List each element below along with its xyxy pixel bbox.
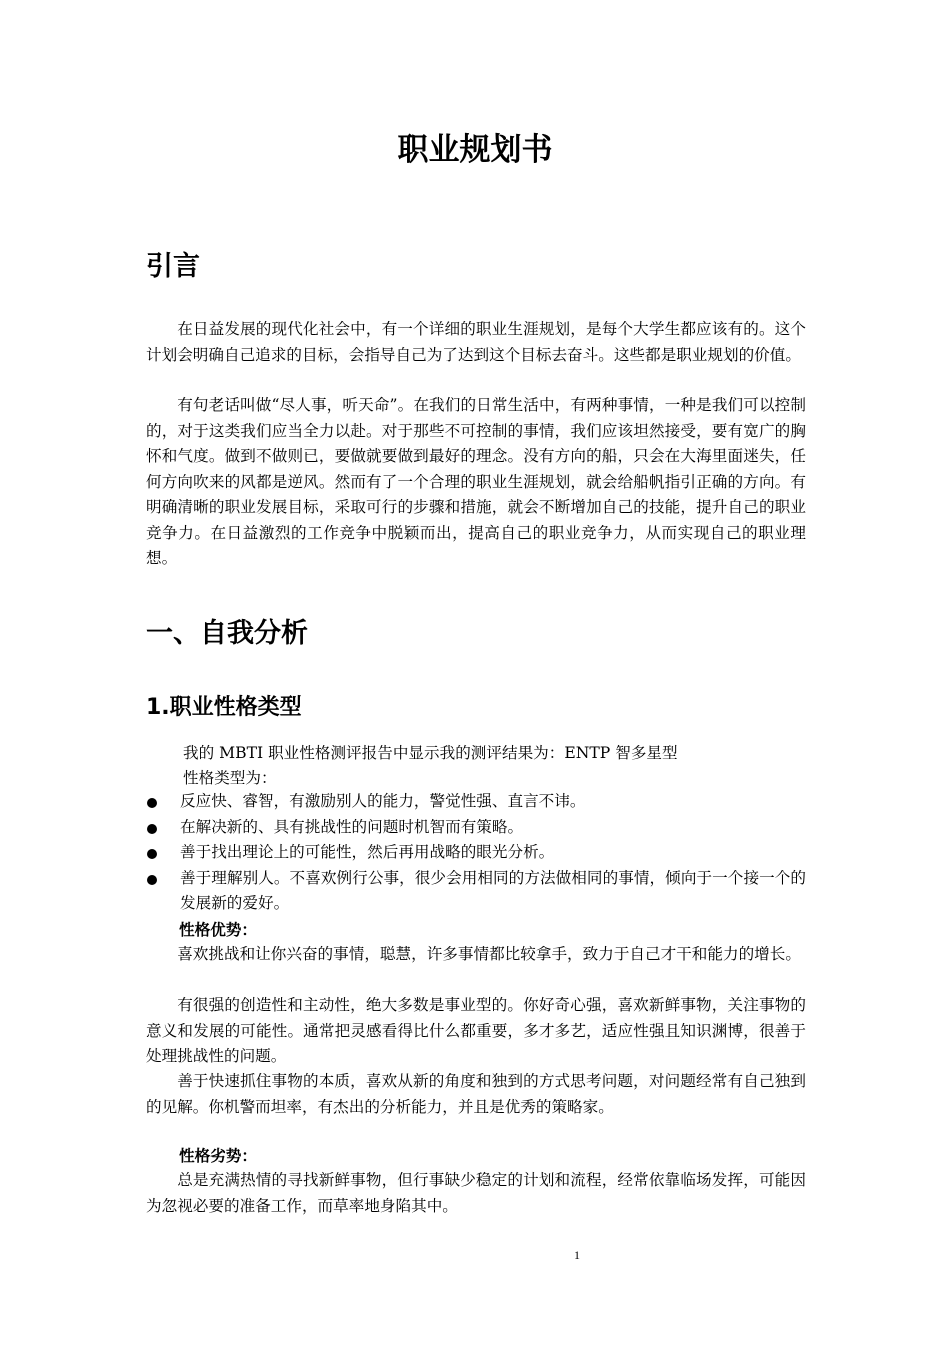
bullet-icon [147,849,157,859]
list-item [146,815,806,841]
strength-paragraph-3: 善于快速抓住事物的本质，喜欢从新的角度和独到的方式思考问题，对问题经常有自己独到的见解。你机警而坦率，有杰出的分析能力，并且是优秀的策略家。 [146,1072,806,1116]
personality-type-label: 性格类型为： [183,769,277,787]
bullet-text: 反应快、睿智，有激励别人的能力，警觉性强、直言不讳。 [180,792,586,810]
weaknesses-label: 性格劣势： [179,1146,257,1165]
strengths-label: 性格优势： [179,920,257,939]
page-number: 1 [574,1248,580,1262]
subsection-heading-personality-type: 1.职业性格类型 [146,695,302,720]
bullet-icon [147,875,157,885]
intro-paragraph-2: 有句老话叫做“尽人事，听天命”。在我们的日常生活中，有两种事情，一种是我们可以控制的，对于这类我们应当全力以赴。对于那些不可控制的事情，我们应该坦然接受，要有宽广的胸怀和气度。做到不做则已，要做就要做到最好的理念。没有方向的船，只会在大海里面迷失，任何方向吹来的风都是逆风。然而有了一个合理的职业生涯规划，就会给船帆指引正确的方向。有明确清晰的职业发展目标，采取可行的步骤和措施，就会不断增加自己的技能，提升自己的职业竞争力。在日益激烈的工作竞争中脱颖而出，提高自己的职业竞争力，从而实现自己的职业理想。 [146,396,806,567]
page-title: 职业规划书 [397,132,553,168]
intro-heading: 引言 [146,251,200,282]
list-item [146,789,806,815]
weakness-paragraph-1: 总是充满热情的寻找新鲜事物，但行事缺少稳定的计划和流程，经常依靠临场发挥，可能因为忽视必要的准备工作，而草率地身陷其中。 [146,1171,806,1215]
list-item [146,840,806,866]
list-item [146,866,806,917]
mbti-result-line: 我的 MBTI 职业性格测评报告中显示我的测评结果为：ENTP 智多星型 [183,744,678,762]
bullet-text: 善于找出理论上的可能性，然后再用战略的眼光分析。 [180,843,555,861]
bullet-icon [147,798,157,808]
intro-paragraph-1: 在日益发展的现代化社会中，有一个详细的职业生涯规划，是每个大学生都应该有的。这个计划会明确自己追求的目标，会指导自己为了达到这个目标去奋斗。这些都是职业规划的价值。 [146,320,806,364]
bullet-text: 善于理解别人。不喜欢例行公事，很少会用相同的方法做相同的事情，倾向于一个接一个的发展新的爱好。 [180,868,806,912]
bullet-text: 在解决新的、具有挑战性的问题时机智而有策略。 [180,817,524,836]
bullet-icon [147,824,157,834]
strength-paragraph-1: 喜欢挑战和让你兴奋的事情，聪慧，许多事情都比较拿手，致力于自己才干和能力的增长。 [177,945,801,963]
section-heading-self-analysis: 一、自我分析 [146,618,308,649]
strength-paragraph-2: 有很强的创造性和主动性，绝大多数是事业型的。你好奇心强，喜欢新鲜事物，关注事物的意义和发展的可能性。通常把灵感看得比什么都重要，多才多艺，适应性强且知识渊博，很善于处理挑战性的问题。 [146,996,806,1065]
personality-traits-list [146,789,806,917]
